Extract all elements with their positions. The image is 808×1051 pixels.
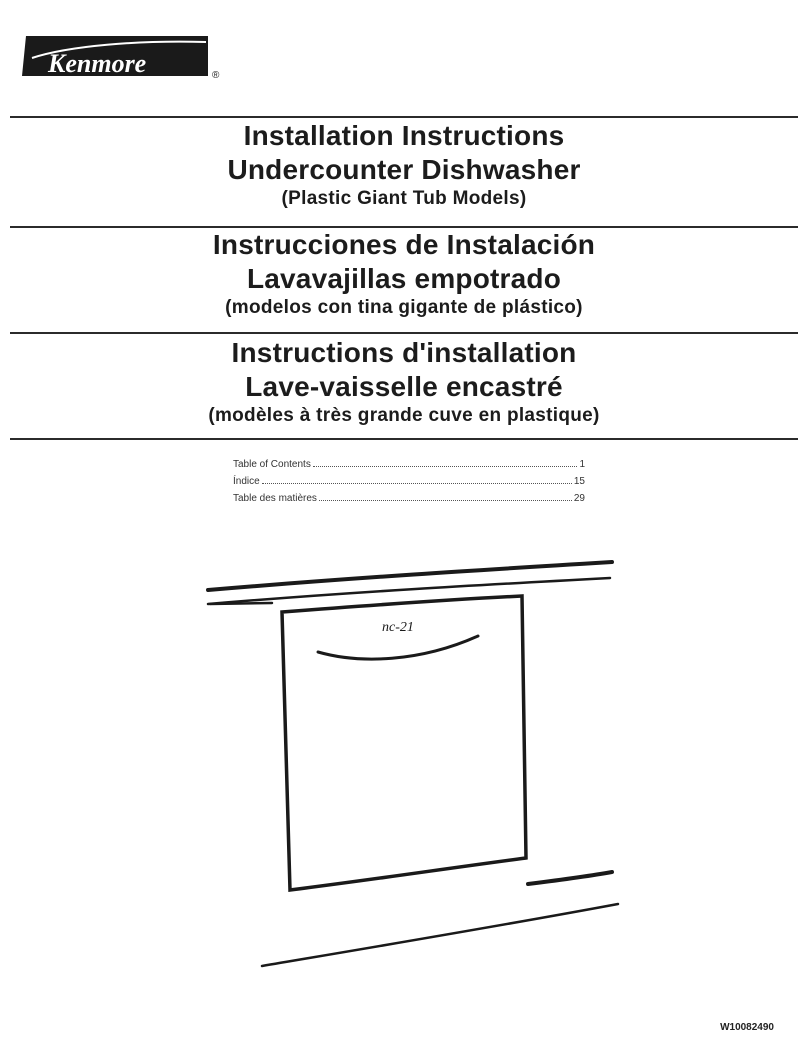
heading-french-models: (modèles à très grande cuve en plastique) <box>208 405 600 426</box>
heading-french-title: Instructions d'installation <box>231 337 577 368</box>
toc-entry-page: 1 <box>579 459 585 470</box>
countertop-edge-line <box>208 562 612 590</box>
door-handle <box>318 636 478 659</box>
toc-entry-label: Índice <box>233 476 260 487</box>
cabinet-right-line <box>528 872 612 884</box>
countertop-lower-line <box>208 578 610 604</box>
dishwasher-door <box>282 596 526 890</box>
heading-french-product: Lave-vaisselle encastré <box>245 371 563 402</box>
heading-english-models: (Plastic Giant Tub Models) <box>281 188 527 209</box>
toe-kick-line <box>262 904 618 966</box>
heading-spanish-title: Instrucciones de Instalación <box>212 229 596 260</box>
brand-name: Kenmore <box>48 49 147 78</box>
toc-entry-label: Table des matières <box>233 493 317 504</box>
toc-entry-page: 15 <box>573 476 585 487</box>
registered-mark: ® <box>212 70 220 81</box>
toc-entry-page: 29 <box>573 493 585 504</box>
toc-entry-label: Table of Contents <box>233 459 311 470</box>
heading-spanish-product: Lavavajillas empotrado <box>246 263 562 294</box>
cabinet-left-line <box>210 603 272 604</box>
heading-english-product: Undercounter Dishwasher <box>227 154 581 185</box>
heading-spanish-models: (modelos con tina gigante de plástico) <box>225 297 583 318</box>
heading-english-title: Installation Instructions <box>243 120 565 151</box>
document-number: W10082490 <box>720 1022 774 1033</box>
door-logo: nc-21 <box>382 620 414 635</box>
